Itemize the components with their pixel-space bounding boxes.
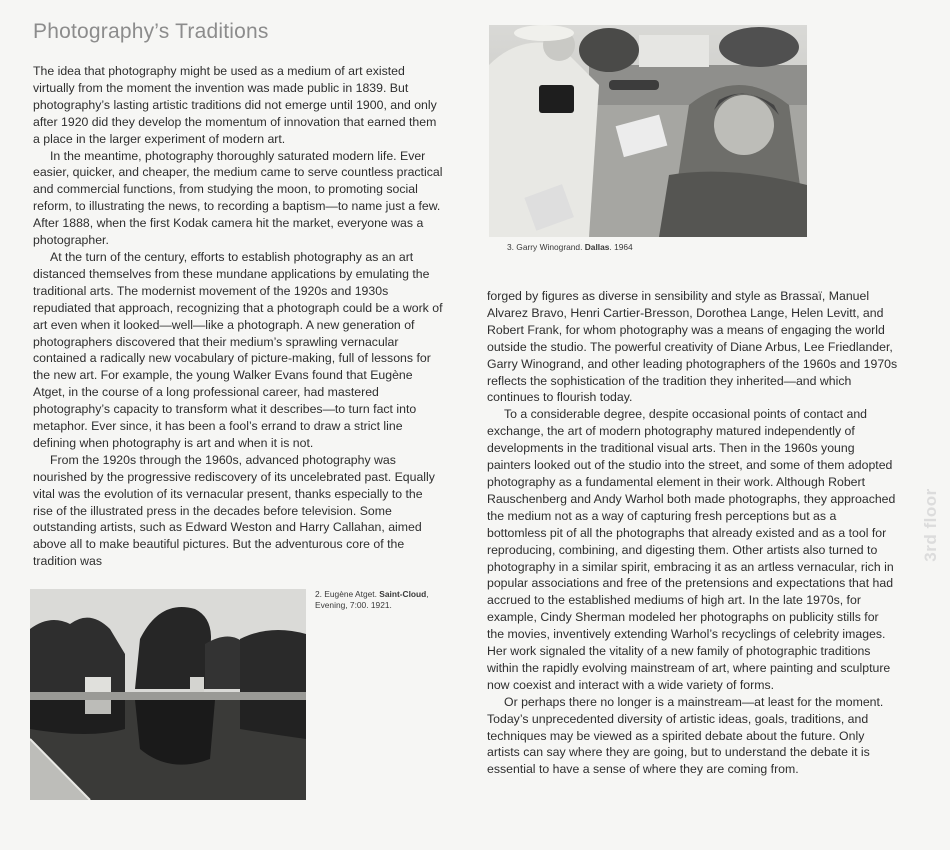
paragraph: To a considerable degree, despite occasional points of contact and exchange, the art of modern photography matured independently of developments in the traditional visual arts. Then in the 1960s young painters looked out of the studio into the street, and some of them adopted photography as a fundamental element in their work. Although Robert Rauschenberg and Andy Warhol both made photographs, they approached the medium not as a way of capturing fresh perceptions but as a bottomless pit of all the photographs that already existed and as a tool for reproducing, combining, and digesting them. Other artists also turned to photography in a similar spirit, embracing it as an artless vernacular, rich in popular associations and free of the pretensions and expectations that had accrued to the established mediums of high art. In the late 1970s, for example, Cindy Sherman modeled her photographs on publicity stills for the movies, inventively extending Warhol’s recyclings of celebrity images. Her work signaled the vitality of a new family of photographic traditions within the rapidly evolving mainstream of art, where painting and sculpture now coexist and interact with a wide variety of forms. bbox=[487, 407, 896, 692]
caption-title: Saint-Cloud bbox=[379, 589, 427, 599]
caption-text: . 1964 bbox=[609, 242, 633, 252]
winogrand-dallas-photo bbox=[489, 25, 807, 237]
caption-title: Dallas bbox=[584, 242, 610, 252]
floor-tab bbox=[913, 485, 949, 565]
caption-text: 2. Eugène Atget. bbox=[315, 589, 380, 599]
page-title: Photography’s Traditions bbox=[33, 20, 269, 43]
figure-2-caption bbox=[315, 589, 445, 611]
paragraph: The idea that photography might be used as a medium of art existed virtually from the moment the invention was made public in 1839. But photography’s lasting artistic traditions did not emerge until 1900, and only after 1920 did they develop the momentum of innovation that earned them a place in the larger experiment of modern art. bbox=[33, 64, 437, 146]
left-text-column bbox=[33, 63, 445, 570]
caption-text: 3. Garry Winogrand. bbox=[507, 242, 585, 252]
paragraph: Or perhaps there no longer is a mainstream—at least for the moment. Today’s unprecedented diversity of artistic ideas, goals, traditions, and techniques may be viewed as a spirited debate about the future. Only artists can say where they are going, but to understand the debate it is essential to have a sense of where they are coming from. bbox=[487, 694, 884, 777]
right-text-column bbox=[487, 288, 899, 778]
paragraph: forged by figures as diverse in sensibility and style as Brassaï, Manuel Alvarez Bravo, Henri Cartier-Bresson, Dorothea Lange, Helen Levitt, and Robert Frank, for whom photography was a means of engaging the world outside the studio. The powerful creativity of Diane Arbus, Lee Friedlander, Garry Winogrand, and other leading photographers of the 1960s and 1970s reflects the sophistication of the tradition they inherited—and which continues to flourish today. bbox=[487, 289, 898, 405]
paragraph: From the 1920s through the 1960s, advanced photography was nourished by the progressive rediscovery of its uncelebrated past. Equally vital was the evolution of its vernacular present, thanks especially to the rise of the illustrated press in the decades before television. Some outstanding artists, such as Edward Weston and Harry Callahan, aimed above all to make beautiful pictures. But the adventurous core of the tradition was bbox=[33, 452, 435, 569]
figure-3-caption bbox=[507, 242, 807, 253]
paragraph: At the turn of the century, efforts to establish photography as an art distanced themselves from these mundane applications by emulating the traditional arts. The modernist movement of the 1920s and 1930s repudiated that approach, recognizing that a photograph could be a work of art even when it looked—well—like a photograph. A new generation of photographers discovered that their medium’s sprawling vernacular contained a radically new vocabulary of picture-making, full of lessons for the new art. For example, the young Walker Evans found that Eugène Atget, in the course of a long professional career, had mastered photography’s capacity to transform what it describes—to turn fact into metaphor. Ever since, it has been a fool’s errand to draw a strict line defining when photography is art and when it is not. bbox=[33, 249, 443, 450]
caption-text: , Evening, 7:00. 1921. bbox=[315, 589, 429, 610]
atget-saint-cloud-photo bbox=[30, 589, 306, 800]
paragraph: In the meantime, photography thoroughly saturated modern life. Ever easier, quicker, and cheaper, the medium came to serve countless practical and commercial functions, from studying the moon, to promoting social reform, to illustrating the news, to recording a baptism—to name just a few. After 1888, when the first Kodak camera hit the market, everyone was a photographer. bbox=[33, 148, 443, 248]
floor-label: 3rd floor bbox=[921, 488, 940, 562]
